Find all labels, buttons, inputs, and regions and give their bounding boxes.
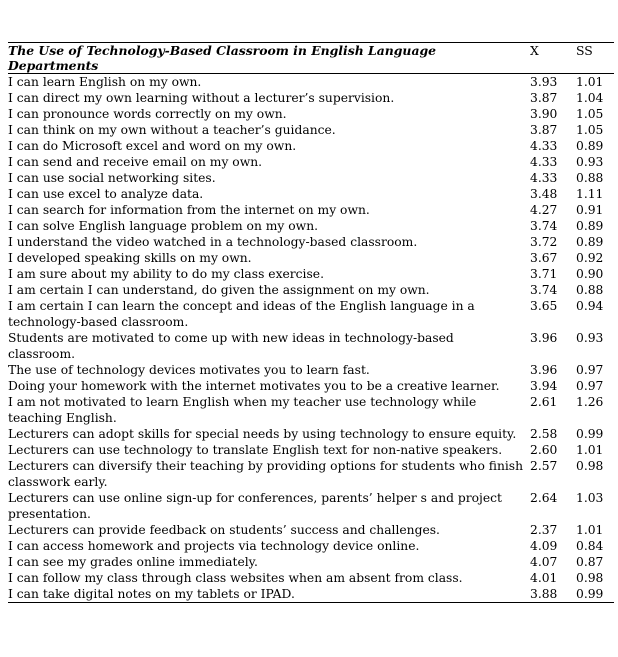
table-row [8, 122, 614, 138]
row-sd: 0.93 [576, 331, 604, 345]
row-statement: I developed speaking skills on my own. [8, 251, 252, 265]
row-sd: 1.01 [576, 443, 604, 457]
row-mean: 3.96 [530, 363, 558, 377]
row-sd: 0.87 [576, 555, 604, 569]
table-body [8, 74, 614, 603]
row-statement: I can see my grades online immediately. [8, 555, 258, 569]
row-sd: 0.99 [576, 427, 604, 441]
row-statement: Students are motivated to come up with new ideas in technology-based classroom. [8, 331, 454, 361]
row-sd: 0.97 [576, 379, 604, 393]
row-statement: Lecturers can adopt skills for special needs by using technology to ensure equity. [8, 427, 517, 441]
row-statement: I can follow my class through class websites when am absent from class. [8, 571, 463, 585]
row-sd: 0.98 [576, 459, 604, 473]
row-statement: I am certain I can understand, do given the assignment on my own. [8, 283, 430, 297]
row-sd: 0.89 [576, 139, 604, 153]
row-mean: 3.87 [530, 91, 558, 105]
table-row [8, 394, 614, 426]
row-sd: 1.04 [576, 91, 604, 105]
row-mean: 3.93 [530, 75, 558, 89]
row-statement: I am sure about my ability to do my class exercise. [8, 267, 324, 281]
table-row [8, 106, 614, 122]
row-statement: I can take digital notes on my tablets or IPAD. [8, 586, 530, 603]
row-sd: 0.91 [576, 203, 604, 217]
table-row [8, 266, 614, 282]
table-row [8, 586, 614, 603]
row-sd: 0.88 [576, 283, 604, 297]
row-mean: 4.07 [530, 555, 558, 569]
table-header [8, 43, 614, 74]
row-sd: 0.84 [576, 539, 604, 553]
row-mean: 3.67 [530, 251, 558, 265]
row-sd: 1.11 [576, 187, 604, 201]
row-mean: 4.01 [530, 571, 558, 585]
row-statement: Lecturers can provide feedback on students’ success and challenges. [8, 523, 440, 537]
table-row [8, 298, 614, 330]
row-statement: Lecturers can diversify their teaching by providing options for students who finish classwork early. [8, 459, 524, 489]
row-sd: 0.98 [576, 571, 604, 585]
table-row [8, 74, 614, 91]
table-row [8, 522, 614, 538]
row-statement: I can use social networking sites. [8, 171, 216, 185]
table-row [8, 154, 614, 170]
header-row [8, 43, 614, 74]
row-mean: 4.33 [530, 171, 558, 185]
table-row [8, 490, 614, 522]
table-row [8, 138, 614, 154]
row-statement: The use of technology devices motivates you to learn fast. [8, 363, 370, 377]
table-row [8, 570, 614, 586]
row-mean: 2.60 [530, 443, 558, 457]
row-statement: I can send and receive email on my own. [8, 155, 263, 169]
table-row [8, 90, 614, 106]
row-sd: 0.92 [576, 251, 604, 265]
row-mean: 4.09 [530, 539, 558, 553]
table-row [8, 458, 614, 490]
row-sd: 0.90 [576, 267, 604, 281]
header-statement: The Use of Technology-Based Classroom in English Language Departments [8, 43, 530, 74]
row-mean: 2.37 [530, 523, 558, 537]
row-mean: 2.57 [530, 459, 558, 473]
row-mean: 4.33 [530, 139, 558, 153]
row-sd: 0.99 [576, 586, 614, 603]
row-mean: 3.90 [530, 107, 558, 121]
row-sd: 1.01 [576, 523, 604, 537]
row-statement: I can search for information from the internet on my own. [8, 203, 370, 217]
row-mean: 3.72 [530, 235, 558, 249]
table-row [8, 538, 614, 554]
row-statement: I am certain I can learn the concept and ideas of the English language in a technology-based classroom. [8, 299, 475, 329]
row-mean: 2.64 [530, 491, 558, 505]
row-sd: 0.94 [576, 299, 604, 313]
table-row [8, 250, 614, 266]
row-mean: 3.65 [530, 299, 558, 313]
row-mean: 3.87 [530, 123, 558, 137]
row-mean: 3.71 [530, 267, 558, 281]
row-sd: 1.05 [576, 107, 604, 121]
row-sd: 0.89 [576, 219, 604, 233]
row-sd: 1.01 [576, 75, 604, 89]
row-statement: I am not motivated to learn English when my teacher use technology while teaching English. [8, 395, 477, 425]
table-row [8, 378, 614, 394]
table-row [8, 186, 614, 202]
row-statement: I can pronounce words correctly on my own. [8, 107, 287, 121]
row-sd: 0.93 [576, 155, 604, 169]
results-table [8, 42, 614, 603]
row-mean: 3.88 [530, 586, 576, 603]
row-mean: 4.33 [530, 155, 558, 169]
row-statement: Lecturers can use online sign-up for conferences, parents’ helper s and project presentation. [8, 491, 502, 521]
table-row [8, 362, 614, 378]
row-mean: 3.96 [530, 331, 558, 345]
row-statement: I can think on my own without a teacher’s guidance. [8, 123, 336, 137]
table-row [8, 330, 614, 362]
row-mean: 3.48 [530, 187, 558, 201]
row-statement: I can solve English language problem on my own. [8, 219, 319, 233]
header-sd: SS [576, 43, 614, 74]
table-row [8, 554, 614, 570]
table-row [8, 442, 614, 458]
header-mean: X [530, 43, 576, 74]
row-mean: 3.74 [530, 283, 558, 297]
row-statement: I can access homework and projects via technology device online. [8, 539, 420, 553]
row-statement: I can do Microsoft excel and word on my own. [8, 139, 297, 153]
row-sd: 1.03 [576, 491, 604, 505]
row-sd: 0.89 [576, 235, 604, 249]
row-statement: Doing your homework with the internet motivates you to be a creative learner. [8, 379, 500, 393]
table-row [8, 218, 614, 234]
table-row [8, 426, 614, 442]
row-statement: I can direct my own learning without a lecturer’s supervision. [8, 91, 395, 105]
table-row [8, 202, 614, 218]
row-statement: I understand the video watched in a technology-based classroom. [8, 235, 418, 249]
table-row [8, 234, 614, 250]
row-mean: 3.94 [530, 379, 558, 393]
row-sd: 0.88 [576, 171, 604, 185]
table-row [8, 170, 614, 186]
row-mean: 2.61 [530, 395, 558, 409]
row-mean: 3.74 [530, 219, 558, 233]
row-mean: 4.27 [530, 203, 558, 217]
row-mean: 2.58 [530, 427, 558, 441]
row-sd: 1.26 [576, 395, 604, 409]
row-sd: 1.05 [576, 123, 604, 137]
row-statement: I can use excel to analyze data. [8, 187, 204, 201]
row-statement: I can learn English on my own. [8, 75, 202, 89]
row-sd: 0.97 [576, 363, 604, 377]
table-row [8, 282, 614, 298]
row-statement: Lecturers can use technology to translate English text for non-native speakers. [8, 443, 503, 457]
results-table-container [8, 42, 614, 603]
